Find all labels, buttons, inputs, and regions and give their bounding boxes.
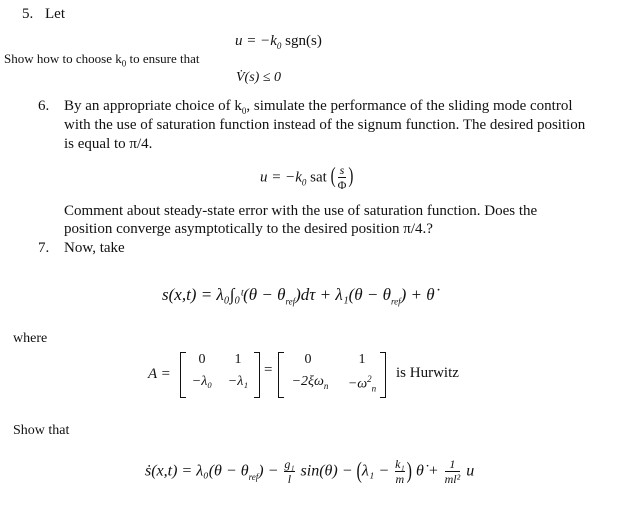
equation-u-sgn: $u = -k_0$ sgn(s) bbox=[235, 33, 322, 51]
matrix-1-cell: −λ₀ bbox=[191, 374, 213, 389]
item-5-lead: Let bbox=[45, 6, 65, 22]
matrix-2-cell: $-\omega^2_n$ bbox=[347, 374, 377, 394]
matrix-1-right-bracket bbox=[254, 352, 260, 398]
matrix-1-cell: −λ₁ bbox=[227, 374, 249, 389]
matrix-2-cell: $-2\xi\omega_n$ bbox=[291, 374, 329, 391]
matrix-A-label: A = bbox=[148, 366, 171, 382]
item-7-lead: Now, take bbox=[64, 240, 125, 256]
matrix-1 bbox=[180, 352, 260, 398]
item-6-line-1: By an appropriate choice of $k_0$, simulate the performance of the sliding mode control bbox=[64, 98, 573, 116]
equation-sliding-surface: s(x,t) = λ₀∫₀ᵗ(θ − $\theta_{ref})d\tau + \lambda_1(\theta - \theta_{ref})$ + θ̇ bbox=[162, 285, 435, 307]
matrix-1-cell: 1 bbox=[234, 352, 242, 367]
matrix-2 bbox=[278, 352, 386, 398]
item-6-number: 6. bbox=[38, 98, 50, 114]
hurwitz-label: is Hurwitz bbox=[396, 365, 459, 381]
matrix-2-cell: 1 bbox=[358, 352, 366, 367]
comment-line-1: Comment about steady-state error with the use of saturation function. Does the bbox=[64, 203, 538, 219]
item-6-line-2: with the use of saturation function instead of the signum function. The desired position bbox=[64, 117, 586, 133]
item-7-number: 7. bbox=[38, 240, 50, 256]
matrix-1-cell: 0 bbox=[198, 352, 206, 367]
show-choose-k0-line: Show how to choose $k_0$ to ensure that bbox=[4, 51, 200, 69]
show-that-label: Show that bbox=[13, 423, 70, 438]
equation-sdot: ṡ(x,t) = $\lambda_0(\theta - \theta_{ref})$ − $\frac{\text{g₁}}{l}$ sin(θ) − (λ₁ − $\frac{\text{k₁}}{m}$ ) θ̇ + $\frac{1}{\text{ml²}}$ u bbox=[145, 457, 475, 486]
item-5-number: 5. bbox=[22, 6, 34, 22]
equation-u-sat: $u = -k_0$ sat ( $\frac{s}{\Phi}$ ) bbox=[260, 163, 354, 192]
matrix-2-cell: 0 bbox=[304, 352, 312, 367]
comment-line-2: position converge asymptotically to the desired position π/4.? bbox=[64, 221, 433, 237]
equation-vdot: V̇(s) ≤ 0 bbox=[236, 70, 282, 85]
matrix-equals: = bbox=[264, 362, 273, 378]
where-label: where bbox=[13, 331, 48, 346]
item-6-line-3: is equal to π/4. bbox=[64, 136, 153, 152]
